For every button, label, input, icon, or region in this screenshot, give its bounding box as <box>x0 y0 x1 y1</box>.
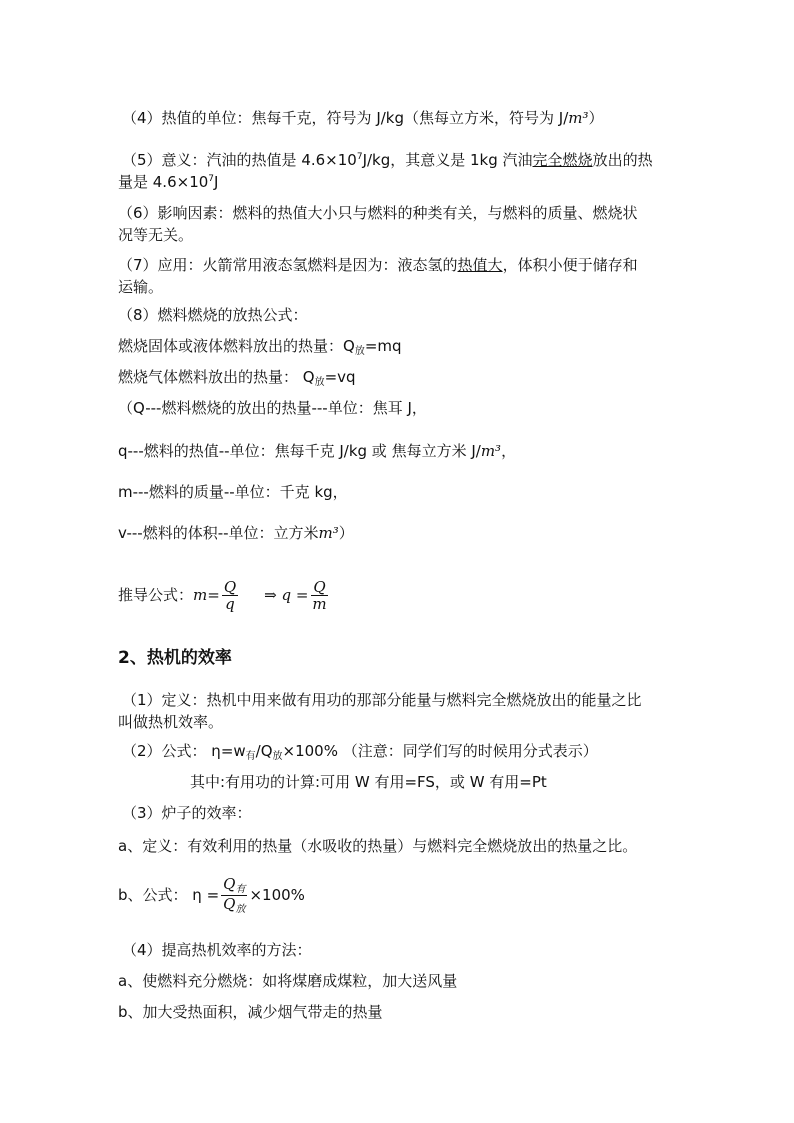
meaning-line-2 <box>118 172 218 195</box>
denominator <box>221 896 247 915</box>
def-q-line <box>118 441 516 461</box>
text: J <box>214 173 219 191</box>
equals: = <box>207 586 220 604</box>
text: 燃烧固体或液体燃料放出的热量：Q <box>118 337 355 355</box>
text: （5）意义：汽油的热值是 4.6×10 <box>122 151 357 169</box>
derived-formula-line <box>118 575 331 615</box>
application-line-2: 运输。 <box>118 278 164 296</box>
text: ） <box>338 524 354 542</box>
denominator: m <box>312 594 327 613</box>
subscript: 放 <box>314 377 325 388</box>
fraction-Q-useful-over-Q-released <box>221 876 247 915</box>
subscript: 放 <box>272 751 283 762</box>
text: 放出的热 <box>592 151 653 169</box>
unit-m3: m³ <box>318 524 339 542</box>
furnace-def-line: a、定义：有效利用的热量（水吸收的热量）与燃料完全燃烧放出的热量之比。 <box>118 837 638 855</box>
text: ×100% <box>249 886 305 904</box>
var-m: m <box>193 586 208 604</box>
underlined-text: 完全燃烧 <box>532 151 593 169</box>
var-Q: Q <box>223 894 236 913</box>
text: b、公式： η = <box>118 886 220 904</box>
def-Q-line: （Q---燃料燃烧的放出的热量---单位：焦耳 J， <box>118 399 427 417</box>
numerator: Q <box>313 577 326 596</box>
efficiency-def-line-1: （1）定义：热机中用来做有用功的那部分能量与燃料完全燃烧放出的能量之比 <box>122 691 642 709</box>
text: =mq <box>364 337 402 355</box>
text: =vq <box>324 368 356 386</box>
text: ） <box>588 109 604 127</box>
var-Q: Q <box>223 874 236 893</box>
formula-heading: （8）燃料燃烧的放热公式： <box>118 306 308 324</box>
efficiency-formula-line <box>122 741 598 764</box>
text: （2）公式： η=w <box>122 742 246 760</box>
unit-m3: m³ <box>480 442 502 460</box>
text: ， <box>501 442 517 460</box>
subscript: 有 <box>235 883 246 895</box>
subscript: 有 <box>245 751 256 762</box>
useful-work-line: 其中:有用功的计算:可用 W 有用=FS，或 W 有用=Pt <box>190 773 547 791</box>
def-m-line: m---燃料的质量--单位：千克 kg， <box>118 483 348 501</box>
efficiency-def-line-2: 叫做热机效率。 <box>118 713 224 731</box>
improve-item-b: b、加大受热面积，减少烟气带走的热量 <box>118 1003 383 1021</box>
unit-m3: m³ <box>568 109 589 127</box>
section-heading: 2、热机的效率 <box>118 648 232 668</box>
exponent: 7 <box>356 152 363 162</box>
text: 推导公式： <box>118 586 194 604</box>
text: q---燃料的热值--单位：焦每千克 J/kg 或 焦每立方米 J/ <box>118 442 481 460</box>
text: （4）热值的单位：焦每千克，符号为 J/kg（焦每立方米，符号为 J/ <box>122 109 569 127</box>
furnace-heading: （3）炉子的效率： <box>122 804 252 822</box>
numerator <box>221 876 247 896</box>
underlined-text: 热值大 <box>457 256 503 274</box>
improve-item-a: a、使燃料充分燃烧：如将煤磨成煤粒，加大送风量 <box>118 972 458 990</box>
formula-solid-liquid <box>118 336 402 359</box>
denominator: q <box>225 594 235 613</box>
text: J/kg，其意义是 1kg 汽油 <box>362 151 533 169</box>
exponent: 7 <box>208 174 215 184</box>
implies-q: ⇒ q = <box>264 586 309 604</box>
meaning-line-1 <box>122 150 653 173</box>
text: （7）应用：火箭常用液态氢燃料是因为：液态氢的 <box>118 256 458 274</box>
fraction-Q-over-q <box>222 579 238 612</box>
subscript: 放 <box>235 903 246 915</box>
furnace-formula-line <box>118 872 305 918</box>
factors-line-1: （6）影响因素：燃料的热值大小只与燃料的种类有关，与燃料的质量、燃烧状 <box>118 204 638 222</box>
heat-value-unit-line <box>122 108 604 128</box>
application-line-1 <box>118 255 638 275</box>
text: ，体积小便于储存和 <box>502 256 638 274</box>
formula-gas <box>118 367 356 390</box>
text: ×100% （注意：同学们写的时候用分式表示） <box>282 742 598 760</box>
numerator: Q <box>223 577 237 596</box>
text: 燃烧气体燃料放出的热量： Q <box>118 368 315 386</box>
text: 量是 4.6×10 <box>118 173 209 191</box>
factors-line-2: 况等无关。 <box>118 226 194 244</box>
improve-heading: （4）提高热机效率的方法： <box>122 941 312 959</box>
text: /Q <box>255 742 273 760</box>
def-v-line <box>118 523 354 543</box>
subscript: 放 <box>354 346 365 357</box>
fraction-Q-over-m <box>310 579 328 612</box>
text: v---燃料的体积--单位：立方米 <box>118 524 319 542</box>
